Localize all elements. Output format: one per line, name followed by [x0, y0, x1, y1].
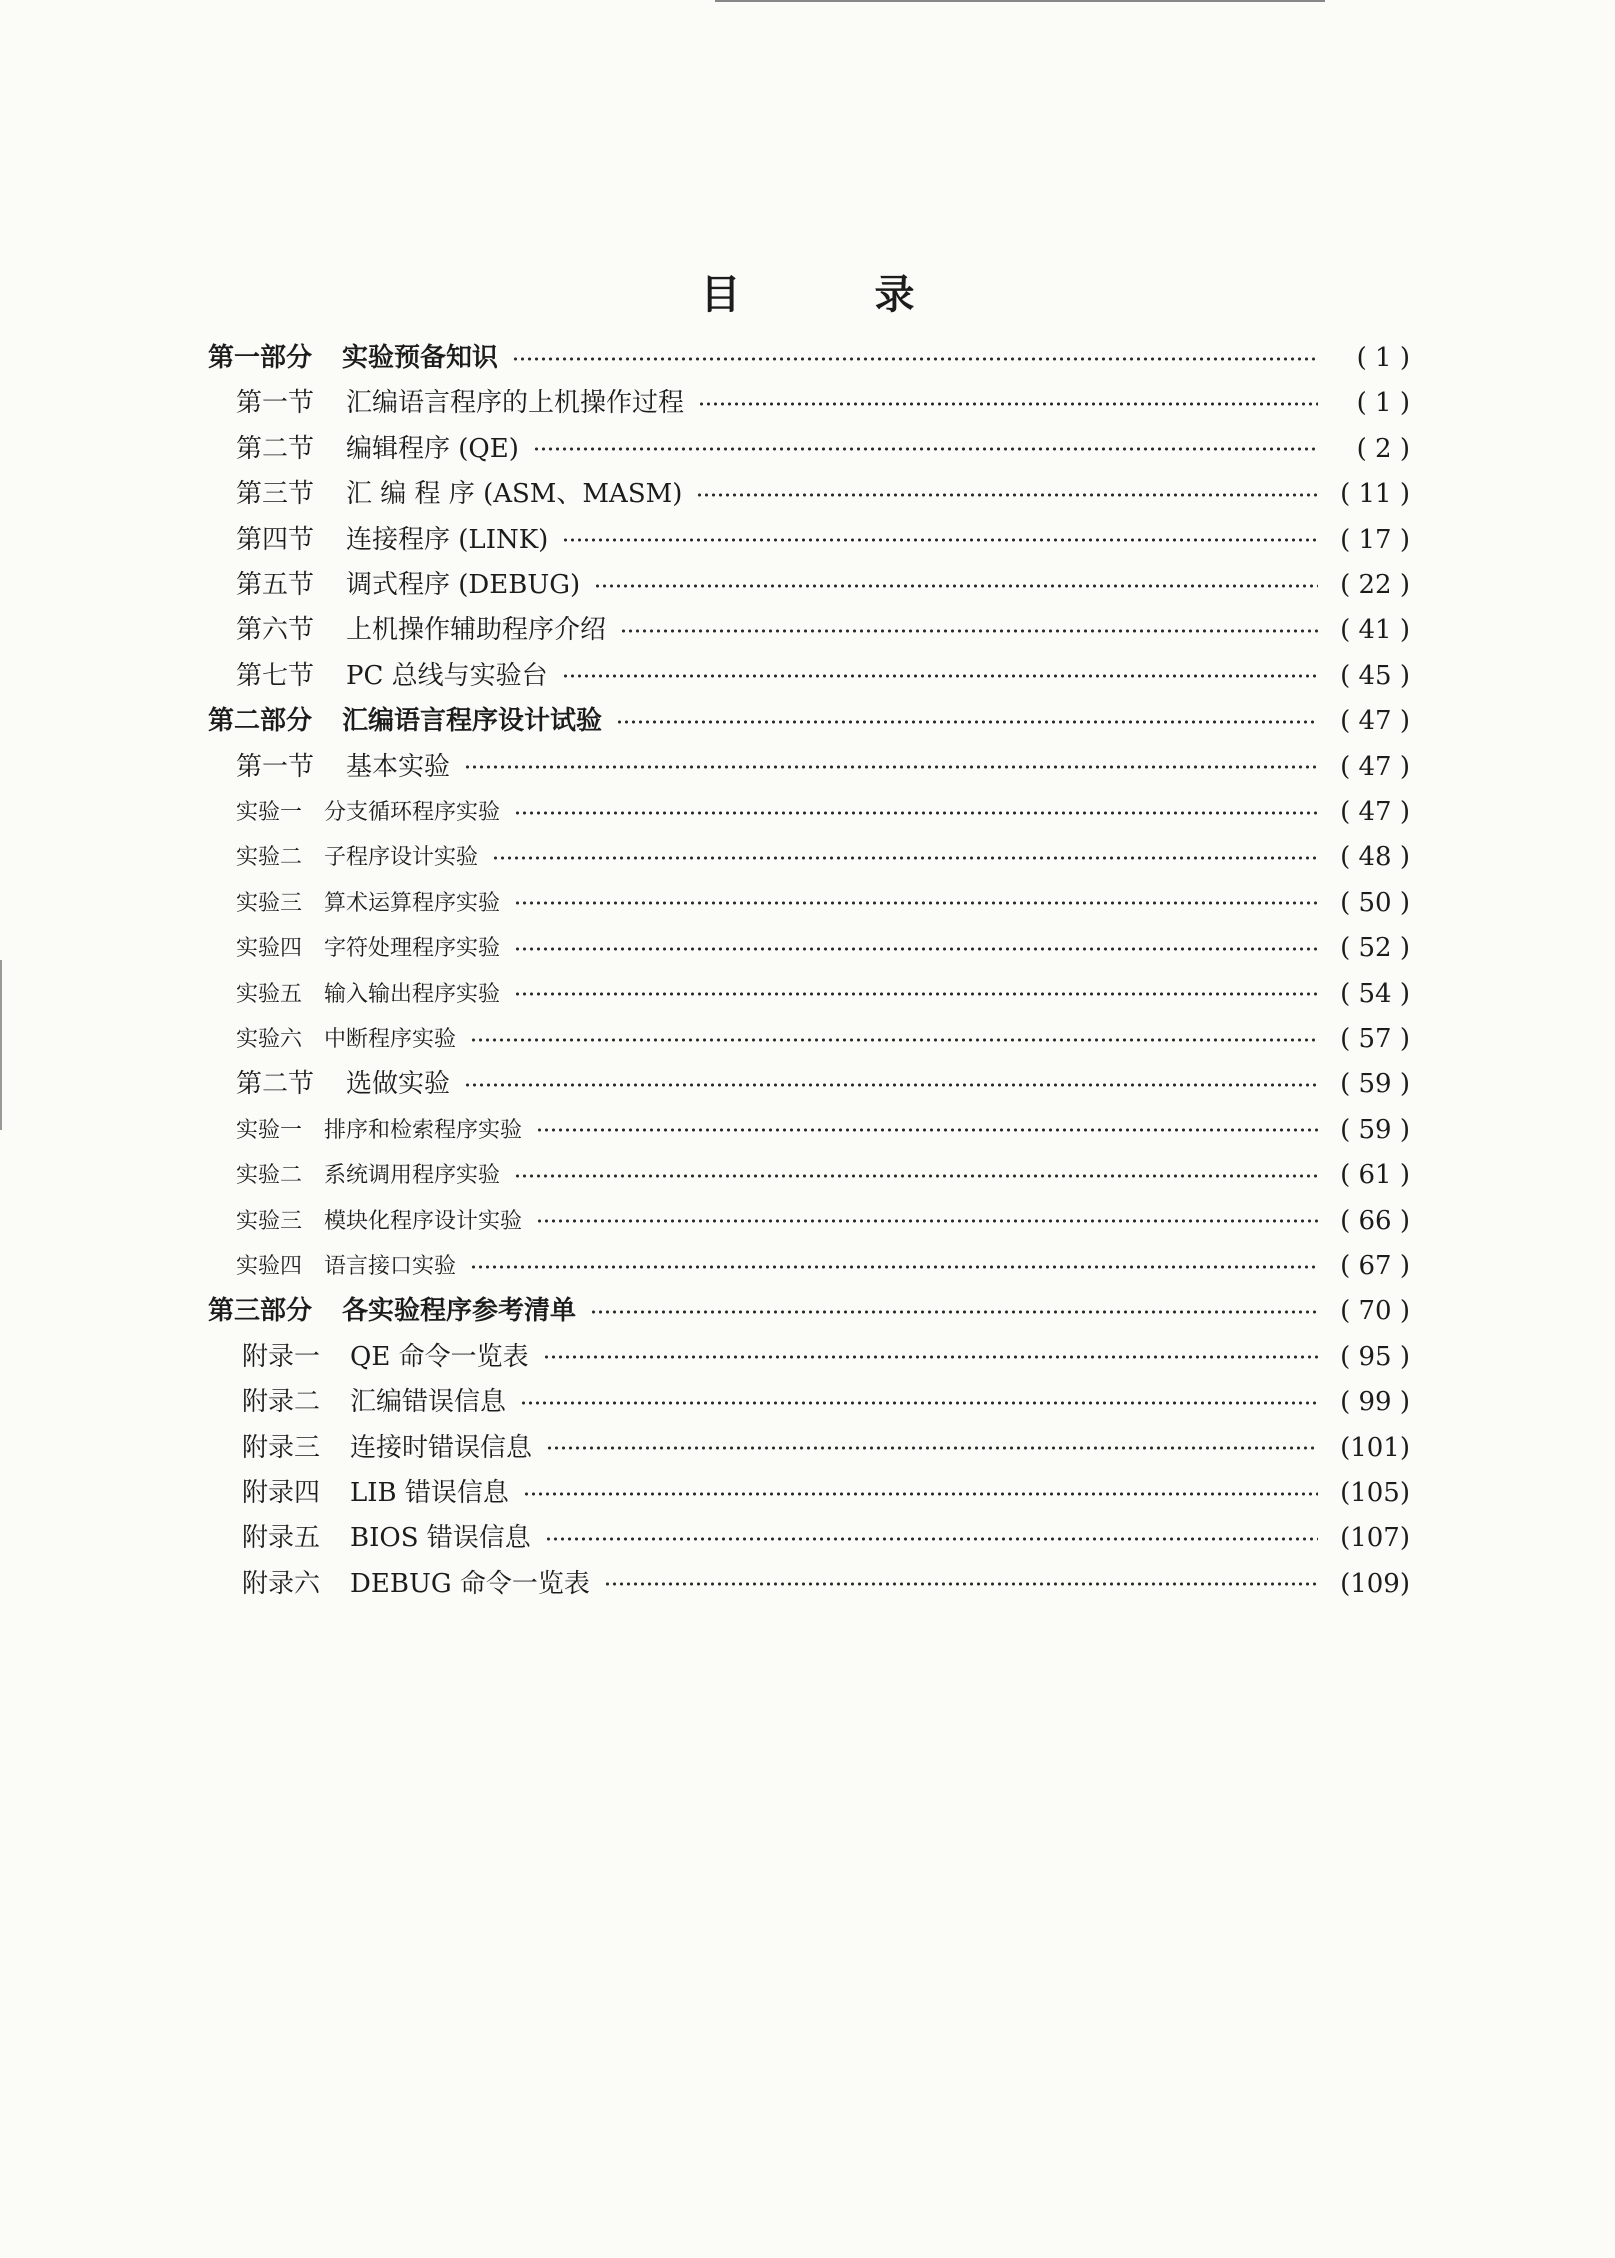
- toc-entry-page: ( 1 ): [1356, 388, 1410, 419]
- toc-entry-label: 附录五: [242, 1523, 321, 1554]
- dot-leader: [523, 1492, 1318, 1496]
- toc-entry-page: ( 2 ): [1356, 433, 1410, 464]
- toc-entry-title: 汇编语言程序的上机操作过程: [346, 388, 685, 419]
- dot-leader: [546, 1446, 1318, 1450]
- dot-leader: [512, 357, 1318, 361]
- dot-leader: [620, 629, 1318, 633]
- dot-leader: [562, 538, 1318, 542]
- toc-entry-label: 第二节: [236, 433, 315, 464]
- toc-entry[interactable]: [208, 699, 1410, 744]
- toc-entry-title: 汇编语言程序设计试验: [342, 706, 603, 737]
- dot-leader: [536, 1128, 1318, 1132]
- toc-entry-page: ( 41 ): [1340, 615, 1410, 646]
- toc-entry-label: 第五节: [236, 570, 315, 600]
- toc-entry[interactable]: [208, 336, 1410, 381]
- toc-entry-label: 实验四: [236, 1254, 303, 1279]
- toc-entry[interactable]: [236, 926, 1410, 971]
- toc-entry[interactable]: [236, 1244, 1410, 1289]
- toc-entry-title: 上机操作辅助程序介绍: [346, 615, 607, 646]
- dot-leader: [514, 1174, 1318, 1178]
- toc-entry-page: ( 57 ): [1340, 1024, 1410, 1054]
- toc-entry-title: 分支循环程序实验: [324, 800, 501, 825]
- dot-leader: [464, 1083, 1318, 1087]
- toc-entry-page: ( 17 ): [1340, 524, 1410, 555]
- dot-leader: [533, 447, 1318, 451]
- toc-entry-title: 输入输出程序实验: [324, 981, 501, 1007]
- toc-entry-title: 子程序设计实验: [324, 845, 479, 871]
- toc-entry-page: ( 67 ): [1340, 1251, 1410, 1281]
- toc-entry-page: ( 22 ): [1340, 570, 1410, 600]
- toc-entry-title: 调式程序 (DEBUG): [346, 570, 581, 600]
- toc-entry-title: 中断程序实验: [324, 1027, 457, 1052]
- dot-leader: [514, 992, 1318, 996]
- toc-entry[interactable]: [236, 745, 1410, 790]
- toc-entry-page: ( 52 ): [1340, 933, 1410, 964]
- toc-entry-title: DEBUG 命令一览表: [350, 1568, 590, 1599]
- toc-entry[interactable]: [236, 1062, 1410, 1107]
- toc-entry[interactable]: [236, 835, 1410, 880]
- toc-entry-title: 语言接口实验: [324, 1254, 457, 1279]
- dot-leader: [492, 856, 1318, 860]
- toc-entry-page: ( 11 ): [1340, 479, 1410, 510]
- dot-leader: [545, 1537, 1318, 1541]
- toc-entry-label: 第六节: [236, 615, 315, 646]
- toc-entry[interactable]: [236, 608, 1410, 653]
- toc-entry[interactable]: [236, 790, 1410, 835]
- toc-entry-title: 汇 编 程 序 (ASM、MASM): [346, 479, 683, 510]
- toc-entry-page: ( 99 ): [1340, 1387, 1410, 1418]
- toc-entry-title: 排序和检索程序实验: [324, 1117, 523, 1143]
- toc-entry-label: 第二部分: [208, 706, 313, 737]
- toc-entry-title: 字符处理程序实验: [324, 936, 501, 962]
- toc-entry-title: QE 命令一览表: [350, 1341, 529, 1372]
- toc-entry[interactable]: [236, 518, 1410, 563]
- toc-entry-page: ( 1 ): [1356, 343, 1410, 373]
- toc-entry-page: ( 54 ): [1340, 978, 1410, 1009]
- toc-entry-title: PC 总线与实验台: [346, 660, 548, 691]
- toc-entry-label: 实验四: [236, 936, 303, 962]
- dot-leader: [514, 811, 1318, 815]
- toc-entry-title: 系统调用程序实验: [324, 1163, 501, 1189]
- toc-entry-page: (105): [1340, 1478, 1410, 1508]
- toc-entry[interactable]: [208, 1289, 1410, 1334]
- dot-leader: [470, 1038, 1318, 1042]
- toc-entry-label: 附录六: [242, 1568, 321, 1599]
- toc-entry[interactable]: [236, 472, 1410, 517]
- toc-entry-title: 选做实验: [346, 1069, 451, 1100]
- toc-entry[interactable]: [236, 427, 1410, 472]
- dot-leader: [464, 765, 1318, 769]
- toc-entry[interactable]: [236, 1108, 1410, 1153]
- dot-leader: [470, 1265, 1318, 1269]
- toc-entry[interactable]: [236, 881, 1410, 926]
- toc-entry-label: 第三节: [236, 479, 315, 510]
- toc-entry-title: 实验预备知识: [342, 343, 499, 373]
- toc-entry-title: 各实验程序参考清单: [342, 1296, 577, 1327]
- toc-entry-label: 实验五: [236, 981, 303, 1007]
- toc-entry-title: 基本实验: [346, 751, 451, 782]
- toc-entry-label: 第七节: [236, 660, 315, 691]
- toc-entry[interactable]: [242, 1516, 1410, 1561]
- toc-entry[interactable]: [242, 1335, 1410, 1380]
- left-edge-mark: [0, 960, 2, 1130]
- toc-entry-label: 附录一: [242, 1341, 321, 1372]
- toc-entry-label: 实验二: [236, 1163, 303, 1189]
- toc-entry-label: 实验六: [236, 1027, 303, 1052]
- toc-entry-page: ( 95 ): [1340, 1341, 1410, 1372]
- toc-entry-label: 第三部分: [208, 1296, 313, 1327]
- dot-leader: [514, 947, 1318, 951]
- toc-entry-title: 模块化程序设计实验: [324, 1208, 523, 1234]
- toc-entry-label: 实验二: [236, 845, 303, 871]
- toc-entry-page: ( 61 ): [1340, 1160, 1410, 1191]
- toc-entry[interactable]: [236, 654, 1410, 699]
- toc-entry-page: (107): [1340, 1523, 1410, 1554]
- dot-leader: [536, 1219, 1318, 1223]
- toc-entry-page: ( 48 ): [1340, 842, 1410, 873]
- toc-entry-page: ( 45 ): [1340, 660, 1410, 691]
- dot-leader: [543, 1355, 1318, 1359]
- toc-entry[interactable]: [242, 1380, 1410, 1425]
- toc-entry-label: 第四节: [236, 524, 315, 555]
- toc-entry-page: (109): [1340, 1568, 1410, 1599]
- toc-entry-label: 实验三: [236, 890, 303, 916]
- toc-entry-label: 附录三: [242, 1432, 321, 1463]
- toc-entry[interactable]: [242, 1471, 1410, 1516]
- dot-leader: [604, 1582, 1318, 1586]
- toc-entry-title: 汇编错误信息: [350, 1387, 507, 1418]
- toc-entry-page: ( 47 ): [1340, 751, 1410, 782]
- toc-entry-title: 编辑程序 (QE): [346, 433, 519, 464]
- toc-entry-page: ( 70 ): [1340, 1296, 1410, 1327]
- toc-entry-page: ( 47 ): [1340, 706, 1410, 737]
- toc-entry-label: 第一节: [236, 388, 315, 419]
- toc-entry-page: (101): [1340, 1432, 1410, 1463]
- toc-entry[interactable]: [236, 1153, 1410, 1198]
- toc-entry-label: 附录四: [242, 1478, 321, 1508]
- dot-leader: [698, 402, 1318, 406]
- toc-entry-label: 第二节: [236, 1069, 315, 1100]
- toc-entry-page: ( 47 ): [1340, 797, 1410, 827]
- toc-entry[interactable]: [236, 1199, 1410, 1244]
- toc-entry[interactable]: [236, 381, 1410, 426]
- top-edge-rule: [715, 0, 1325, 2]
- dot-leader: [520, 1401, 1318, 1405]
- toc-entry[interactable]: [236, 563, 1410, 608]
- toc-entry-title: LIB 错误信息: [350, 1478, 509, 1508]
- toc-entry-label: 实验一: [236, 1117, 303, 1143]
- dot-leader: [514, 901, 1318, 905]
- toc-entry-label: 第一部分: [208, 343, 313, 373]
- toc-entry-title: 算术运算程序实验: [324, 890, 501, 916]
- toc-entry[interactable]: [236, 1017, 1410, 1062]
- toc-entry-label: 实验三: [236, 1208, 303, 1234]
- toc-entry-title: BIOS 错误信息: [350, 1523, 531, 1554]
- toc-entry-label: 实验一: [236, 800, 303, 825]
- toc-entry-page: ( 59 ): [1340, 1069, 1410, 1100]
- toc-entry-title: 连接时错误信息: [350, 1432, 533, 1463]
- dot-leader: [594, 584, 1318, 588]
- toc-entry-label: 第一节: [236, 751, 315, 782]
- toc-entry[interactable]: [242, 1562, 1410, 1607]
- dot-leader: [696, 493, 1318, 497]
- toc-entry-page: ( 50 ): [1340, 887, 1410, 918]
- toc-entry-page: ( 66 ): [1340, 1205, 1410, 1236]
- toc-entry[interactable]: [242, 1426, 1410, 1471]
- toc-entry[interactable]: [236, 972, 1410, 1017]
- dot-leader: [616, 720, 1318, 724]
- toc-entry-page: ( 59 ): [1340, 1114, 1410, 1145]
- dot-leader: [590, 1310, 1318, 1314]
- toc-entry-title: 连接程序 (LINK): [346, 524, 549, 555]
- dot-leader: [562, 674, 1318, 678]
- page-title: 目 录: [700, 271, 975, 318]
- toc-entry-label: 附录二: [242, 1387, 321, 1418]
